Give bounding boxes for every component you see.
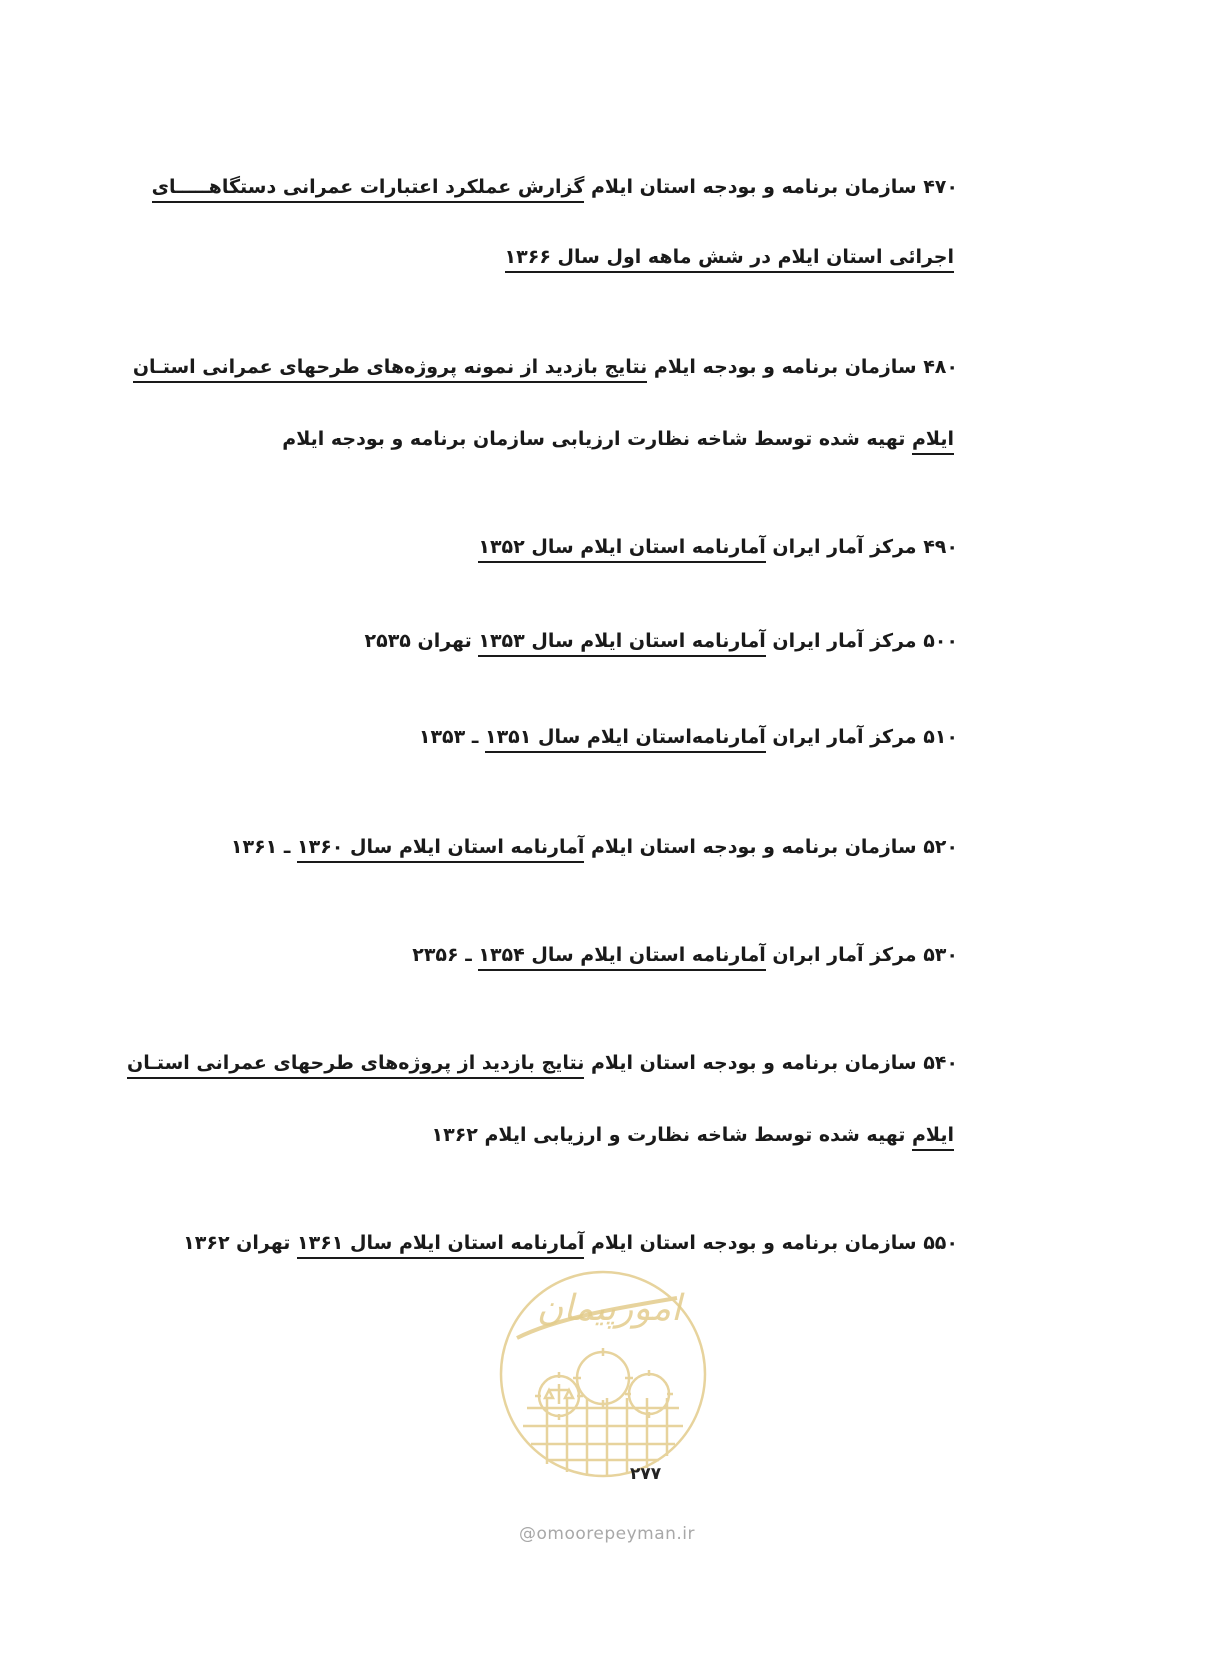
entry-text: ۵۱۰ مرکز آمار ایران xyxy=(765,726,958,748)
entry-text: ۴۷۰ سازمان برنامه و بودجه استان ایلام xyxy=(584,176,958,198)
entry-text: تهران ۱۳۶۲ xyxy=(183,1232,298,1254)
entry-text: ـ ۱۳۶۱ xyxy=(230,836,298,858)
seal-logo-icon xyxy=(497,1268,709,1480)
entry-title-underlined: اجرائی استان ایلام در شش ماهه اول سال ۱۳۶۶ xyxy=(505,246,954,273)
entry-text: تهیه شده توسط شاخه نظارت ارزیابی سازمان برنامه و بودجه ایلام xyxy=(282,428,912,450)
entry-title-underlined: آمارنامه استان ایلام سال ۱۳۵۲ xyxy=(478,536,765,563)
entry-title-underlined: ایلام xyxy=(912,1124,954,1151)
entry-text: ـ ۲۳۵۶ xyxy=(412,944,479,966)
entry-title-underlined: ایلام xyxy=(912,428,954,455)
entry-text: تهیه شده توسط شاخه نظارت و ارزیابی ایلام ۱۳۶۲ xyxy=(431,1124,912,1146)
entry-48-line-2 xyxy=(282,428,954,450)
entry-47-line-2 xyxy=(505,246,954,268)
entry-text: ۵۳۰ مرکز آمار ابران xyxy=(765,944,958,966)
entry-text: ۴۸۰ سازمان برنامه و بودجه ایلام xyxy=(647,356,958,378)
entry-text: ۵۴۰ سازمان برنامه و بودجه استان ایلام xyxy=(584,1052,958,1074)
entry-47-line-1 xyxy=(151,176,958,198)
entry-text: ۴۹۰ مرکز آمار ایران xyxy=(765,536,958,558)
entry-48-line-1 xyxy=(132,356,958,378)
entry-54-line-1 xyxy=(126,1052,958,1074)
entry-title-underlined: نتایج بازدید از پروژه‌های طرحهای عمرانی استـان xyxy=(127,1052,584,1079)
entry-title-underlined: آمارنامه استان ایلام سال ۱۳۶۰ xyxy=(297,836,584,863)
entry-52 xyxy=(231,836,958,858)
entry-title-underlined: گزارش عملکرد اعتبارات عمرانی دستگاهـــــای xyxy=(152,176,585,203)
entry-title-underlined: آمارنامه استان ایلام سال ۱۳۶۱ xyxy=(297,1232,584,1259)
entry-54-line-2 xyxy=(432,1124,955,1146)
entry-text: تهران ۲۵۳۵ xyxy=(364,630,479,652)
entry-title-underlined: نتایج بازدید از نمونه پروژه‌های طرحهای عمرانی استـان xyxy=(133,356,647,383)
entry-text: ـ ۱۳۵۳ xyxy=(418,726,485,748)
entry-title-underlined: آمارنامه استان ایلام سال ۱۳۵۳ xyxy=(478,630,765,657)
page-number: ۲۷۷ xyxy=(630,1464,662,1484)
entry-title-underlined: آمارنامه‌استان ایلام سال ۱۳۵۱ xyxy=(485,726,766,753)
entry-51 xyxy=(419,726,958,748)
entry-text: ۵۲۰ سازمان برنامه و بودجه استان ایلام xyxy=(584,836,958,858)
entry-55 xyxy=(183,1232,958,1254)
entry-50 xyxy=(365,630,959,652)
entry-text: ۵۰۰ مرکز آمار ایران xyxy=(765,630,958,652)
website-watermark: @omoorepeyman.ir xyxy=(519,1524,696,1544)
entry-text: ۵۵۰ سازمان برنامه و بودجه استان ایلام xyxy=(584,1232,958,1254)
entry-title-underlined: آمارنامه استان ایلام سال ۱۳۵۴ xyxy=(478,944,765,971)
entry-53 xyxy=(412,944,958,966)
entry-49 xyxy=(478,536,958,558)
logo-text: امورپیمان xyxy=(536,1288,682,1329)
